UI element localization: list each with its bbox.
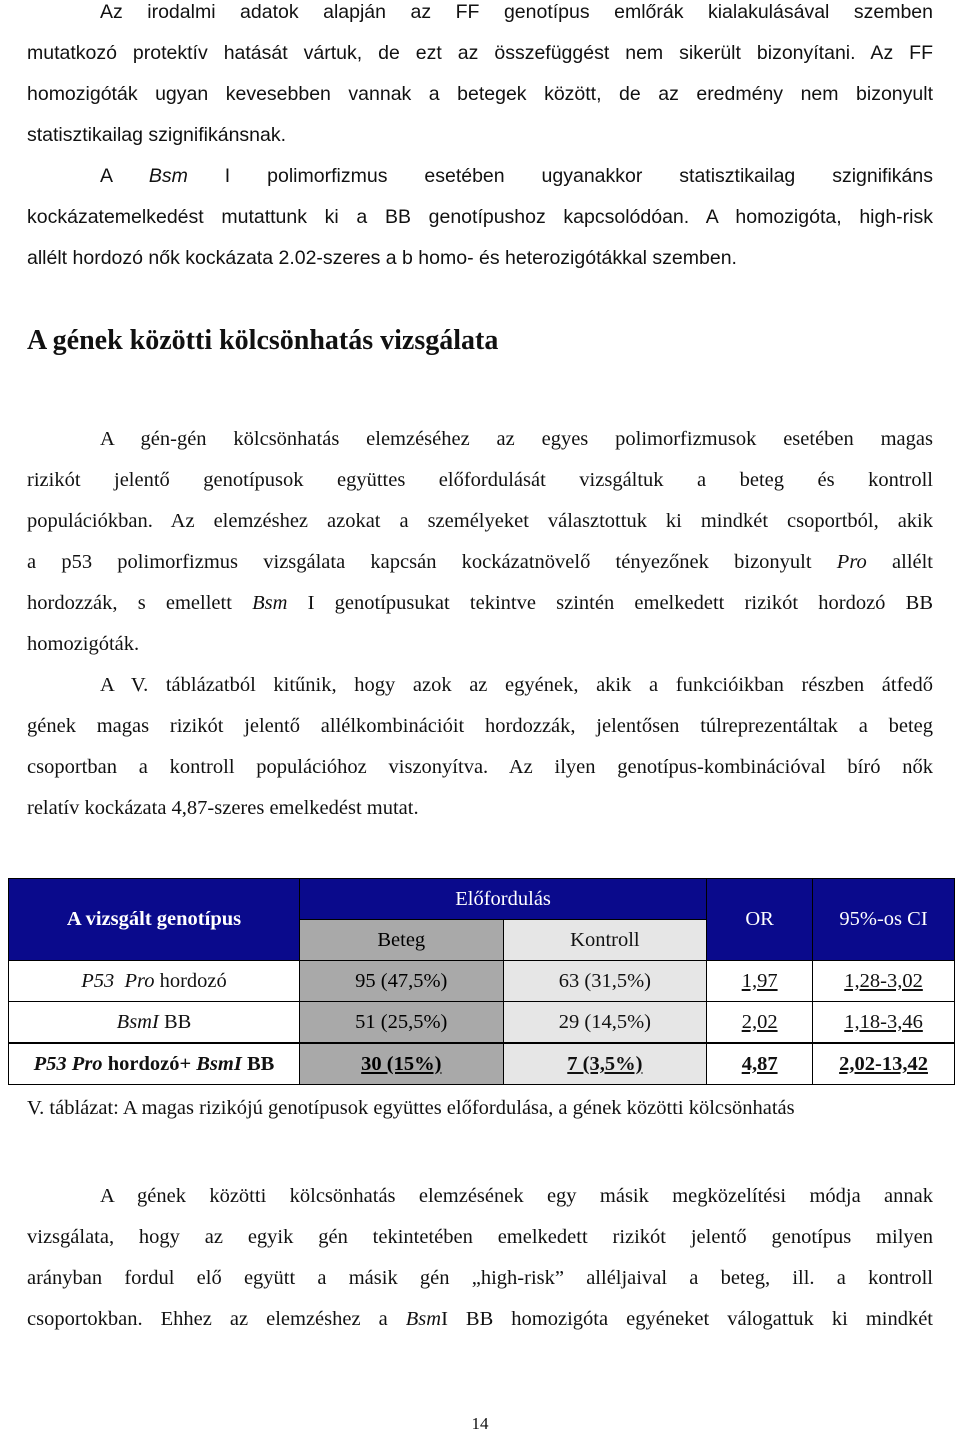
text-line: rizikót jelentő genotípusok együttes előfordulását vizsgáltuk a beteg és kontroll [27, 469, 933, 491]
page-number: 14 [471, 1414, 489, 1433]
text-line: A gén-gén kölcsönhatás elemzéséhez az egyes polimorfizmusok esetében magas [100, 428, 933, 450]
cell-ci: 1,28-3,02 [813, 961, 955, 1002]
cell-patient: 30 (15%) [299, 1043, 503, 1085]
cell-genotype: P53 Pro hordozó [9, 961, 300, 1002]
header-ci: 95%-os CI [813, 879, 955, 961]
text-line: A gének közötti kölcsönhatás elemzésének egy másik megközelítési módja annak [100, 1185, 933, 1207]
cell-genotype: P53 Pro hordozó+ BsmI BB [9, 1043, 300, 1085]
cell-genotype: BsmI BB [9, 1002, 300, 1044]
header-occurrence: Előfordulás [299, 879, 706, 920]
cell-or: 1,97 [707, 961, 813, 1002]
text-line: populációkban. Az elemzéshez azokat a személyeket választottuk ki mindkét csoportból, akik [27, 510, 933, 532]
text-line: A V. táblázatból kitűnik, hogy azok az egyének, akik a funkcióikban részben átfedő [100, 674, 933, 696]
paragraph-gene-interaction [27, 419, 933, 829]
table-row-combined [9, 1043, 955, 1085]
text-line: vizsgálata, hogy az egyik gén tekintetében emelkedett rizikót jelentő genotípus milyen [27, 1226, 933, 1248]
text-line: kockázatemelkedést mutattunk ki a BB genotípushoz kapcsolódóan. A homozigóta, high-risk [27, 206, 933, 228]
text-line: homozigóták. [27, 633, 140, 655]
header-or: OR [707, 879, 813, 961]
section-heading: A gének közötti kölcsönhatás vizsgálata [27, 325, 499, 356]
text-line: relatív kockázata 4,87-szeres emelkedést mutat. [27, 797, 419, 819]
cell-or: 2,02 [707, 1002, 813, 1044]
header-patient: Beteg [299, 920, 503, 961]
text-line: gének magas rizikót jelentő allélkombinációit hordozzák, jelentősen túlreprezentáltak a beteg [27, 715, 933, 737]
header-genotype: A vizsgált genotípus [9, 879, 300, 961]
table-caption: V. táblázat: A magas rizikójú genotípusok együttes előfordulása, a gének közötti kölcsönhatás [27, 1097, 795, 1119]
header-control: Kontroll [503, 920, 707, 961]
cell-control: 63 (31,5%) [503, 961, 707, 1002]
text-line: csoportban a kontroll populációhoz viszonyítva. Az ilyen genotípus-kombinációval bíró nők [27, 756, 933, 778]
text-line: A Bsm I polimorfizmus esetében ugyanakkor statisztikailag szignifikáns [100, 165, 933, 187]
paragraph-other-approach [27, 1176, 933, 1340]
text-line: statisztikailag szignifikánsnak. [27, 124, 287, 146]
cell-control: 7 (3,5%) [503, 1043, 707, 1085]
text-line: hordozzák, s emellett Bsm I genotípusukat tekintve szintén emelkedett rizikót hordozó BB [27, 592, 933, 614]
text-line: arányban fordul elő együtt a másik gén „high-risk” alléljaival a beteg, ill. a kontroll [27, 1267, 933, 1289]
cell-ci: 2,02-13,42 [813, 1043, 955, 1085]
text-line: homozigóták ugyan kevesebben vannak a betegek között, de az eredmény nem bizonyult [27, 83, 933, 105]
text-line: mutatkozó protektív hatását vártuk, de ezt az összefüggést nem sikerült bizonyítani. Az FF [27, 42, 933, 64]
text-line: a p53 polimorfizmus vizsgálata kapcsán kockázatnövelő tényezőnek bizonyult Pro allélt [27, 551, 934, 573]
text-line: csoportokban. Ehhez az elemzéshez a BsmI BB homozigóta egyéneket válogattuk ki mindkét [27, 1308, 933, 1330]
cell-control: 29 (14,5%) [503, 1002, 707, 1044]
paragraph-intro [27, 0, 933, 279]
cell-or: 4,87 [707, 1043, 813, 1085]
table-row [9, 961, 955, 1002]
text-line: allélt hordozó nők kockázata 2.02-szeres a b homo- és heterozigótákkal szemben. [27, 247, 737, 269]
text-line: Az irodalmi adatok alapján az FF genotípus emlőrák kialakulásával szemben [100, 1, 933, 23]
table-row [9, 1002, 955, 1044]
cell-patient: 95 (47,5%) [299, 961, 503, 1002]
cell-ci: 1,18-3,46 [813, 1002, 955, 1044]
cell-patient: 51 (25,5%) [299, 1002, 503, 1044]
genotype-table [8, 878, 955, 1085]
